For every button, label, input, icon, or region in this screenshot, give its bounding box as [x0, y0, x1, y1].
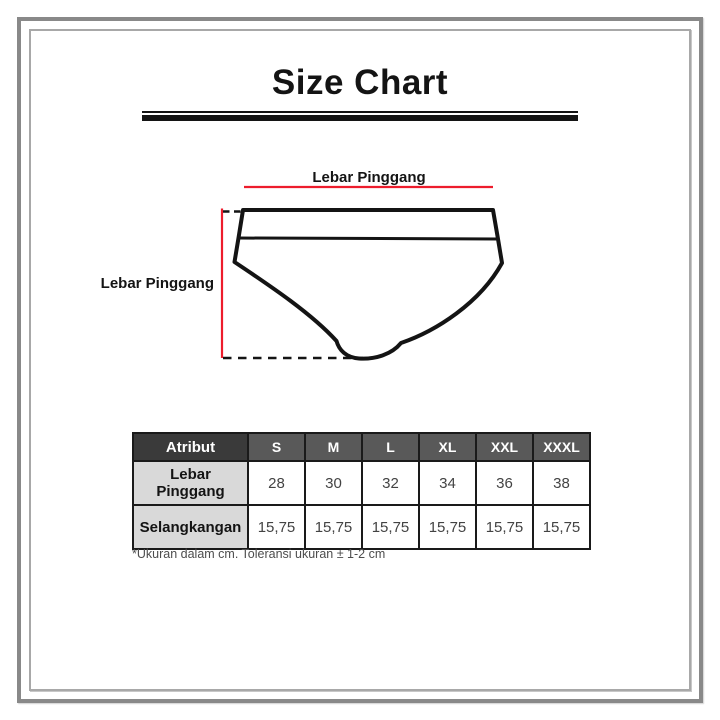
header-cell-xxxl: XXXL: [533, 433, 590, 461]
table-cell: 15,75: [419, 505, 476, 549]
table-row-selangkangan: [133, 505, 590, 549]
garment-diagram: [90, 165, 530, 380]
size-table: [132, 432, 591, 550]
title-divider: [142, 111, 578, 121]
table-cell: 15,75: [533, 505, 590, 549]
row-label: Selangkangan: [133, 505, 248, 549]
header-cell-xxl: XXL: [476, 433, 533, 461]
waistband-seam-line: [239, 238, 499, 239]
table-row-lebar-pinggang: [133, 461, 590, 505]
header-cell-s: S: [248, 433, 305, 461]
divider-thick-line: [142, 115, 578, 121]
table-cell: 36: [476, 461, 533, 505]
row-label: Lebar Pinggang: [133, 461, 248, 505]
header-cell-atribut: Atribut: [133, 433, 248, 461]
table-header-row: [133, 433, 590, 461]
table-cell: 38: [533, 461, 590, 505]
header-cell-xl: XL: [419, 433, 476, 461]
table-cell: 15,75: [305, 505, 362, 549]
table-cell: 34: [419, 461, 476, 505]
header-cell-m: M: [305, 433, 362, 461]
table-cell: 30: [305, 461, 362, 505]
table-cell: 15,75: [476, 505, 533, 549]
divider-thin-line: [142, 111, 578, 113]
table-cell: 32: [362, 461, 419, 505]
header-cell-l: L: [362, 433, 419, 461]
page-title: Size Chart: [271, 63, 449, 102]
width-dimension-label: Lebar Pinggang: [312, 169, 426, 186]
table-cell: 28: [248, 461, 305, 505]
footnote: *Ukuran dalam cm. Toleransi ukuran ± 1-2 cm: [132, 547, 386, 561]
briefs-outline-shape: [235, 210, 503, 359]
table-cell: 15,75: [248, 505, 305, 549]
table-cell: 15,75: [362, 505, 419, 549]
height-dimension-label: Lebar Pinggang: [100, 275, 214, 292]
